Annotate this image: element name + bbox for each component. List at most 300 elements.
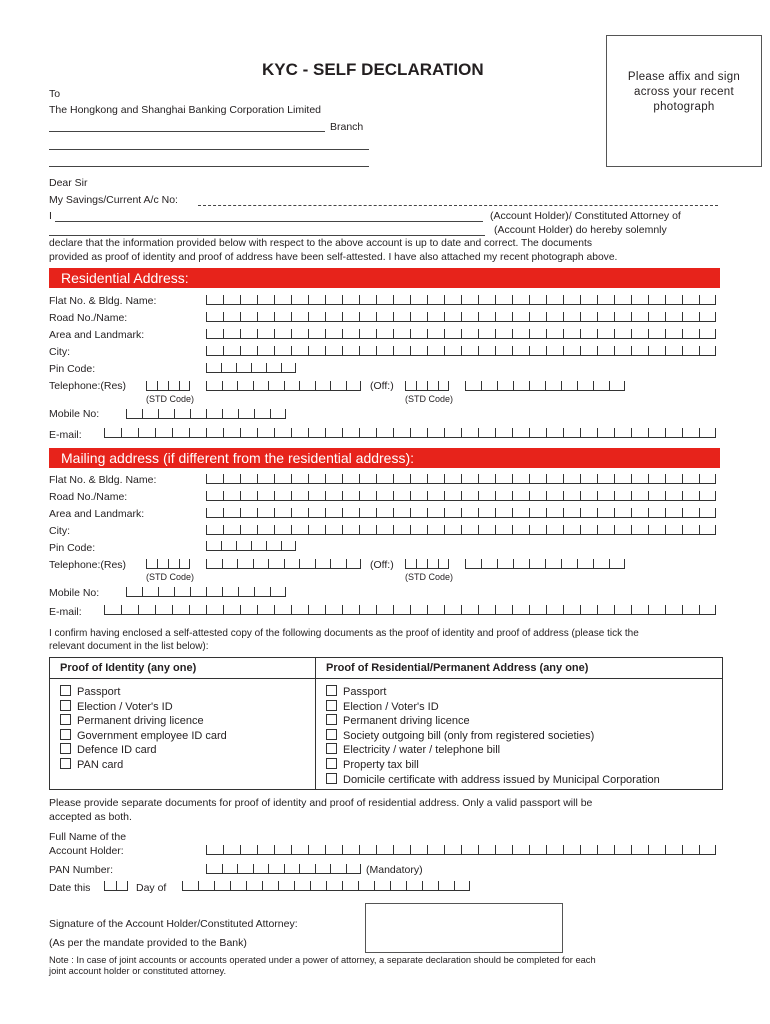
char-cell[interactable] (393, 312, 410, 322)
res-city-boxes[interactable] (206, 346, 716, 356)
char-cell[interactable] (495, 525, 512, 535)
char-cell[interactable] (561, 381, 577, 391)
char-cell[interactable] (478, 491, 495, 501)
char-cell[interactable] (665, 474, 682, 484)
char-cell[interactable] (390, 881, 406, 891)
char-cell[interactable] (529, 508, 546, 518)
char-cell[interactable] (631, 329, 648, 339)
declarant-name-field[interactable] (55, 221, 483, 222)
char-cell[interactable] (563, 474, 580, 484)
address-item[interactable] (326, 758, 660, 773)
char-cell[interactable] (454, 881, 470, 891)
char-cell[interactable] (308, 508, 325, 518)
char-cell[interactable] (358, 881, 374, 891)
char-cell[interactable] (478, 428, 495, 438)
char-cell[interactable] (495, 845, 512, 855)
char-cell[interactable] (444, 428, 461, 438)
char-cell[interactable] (427, 295, 444, 305)
char-cell[interactable] (405, 559, 416, 569)
char-cell[interactable] (631, 474, 648, 484)
char-cell[interactable] (315, 381, 331, 391)
char-cell[interactable] (221, 541, 236, 551)
char-cell[interactable] (465, 381, 481, 391)
char-cell[interactable] (478, 605, 495, 615)
char-cell[interactable] (206, 329, 223, 339)
char-cell[interactable] (461, 508, 478, 518)
res-off-boxes[interactable] (465, 381, 625, 391)
char-cell[interactable] (325, 474, 342, 484)
char-cell[interactable] (597, 508, 614, 518)
char-cell[interactable] (376, 525, 393, 535)
char-cell[interactable] (146, 381, 157, 391)
char-cell[interactable] (342, 881, 358, 891)
char-cell[interactable] (325, 491, 342, 501)
char-cell[interactable] (274, 508, 291, 518)
char-cell[interactable] (253, 864, 269, 874)
char-cell[interactable] (699, 508, 716, 518)
char-cell[interactable] (497, 559, 513, 569)
char-cell[interactable] (359, 312, 376, 322)
char-cell[interactable] (393, 474, 410, 484)
identity-item[interactable] (60, 729, 227, 744)
checkbox[interactable] (60, 685, 71, 696)
char-cell[interactable] (206, 541, 221, 551)
char-cell[interactable] (648, 508, 665, 518)
char-cell[interactable] (529, 381, 545, 391)
char-cell[interactable] (253, 381, 269, 391)
char-cell[interactable] (546, 295, 563, 305)
char-cell[interactable] (529, 428, 546, 438)
char-cell[interactable] (376, 508, 393, 518)
checkbox[interactable] (326, 773, 337, 784)
char-cell[interactable] (359, 329, 376, 339)
char-cell[interactable] (410, 491, 427, 501)
char-cell[interactable] (427, 428, 444, 438)
char-cell[interactable] (427, 474, 444, 484)
char-cell[interactable] (189, 428, 206, 438)
char-cell[interactable] (478, 346, 495, 356)
char-cell[interactable] (359, 845, 376, 855)
char-cell[interactable] (172, 605, 189, 615)
char-cell[interactable] (359, 605, 376, 615)
char-cell[interactable] (461, 491, 478, 501)
char-cell[interactable] (609, 381, 625, 391)
char-cell[interactable] (294, 881, 310, 891)
char-cell[interactable] (648, 845, 665, 855)
char-cell[interactable] (325, 428, 342, 438)
char-cell[interactable] (597, 605, 614, 615)
char-cell[interactable] (529, 491, 546, 501)
char-cell[interactable] (631, 428, 648, 438)
char-cell[interactable] (342, 295, 359, 305)
identity-item[interactable] (60, 685, 227, 700)
mail-mobile-boxes[interactable] (126, 587, 286, 597)
char-cell[interactable] (168, 559, 179, 569)
res-pin-boxes[interactable] (206, 363, 296, 373)
address-item[interactable] (326, 773, 660, 788)
char-cell[interactable] (376, 845, 393, 855)
res-tel-std-boxes[interactable] (146, 381, 190, 391)
char-cell[interactable] (325, 508, 342, 518)
char-cell[interactable] (406, 881, 422, 891)
char-cell[interactable] (427, 605, 444, 615)
char-cell[interactable] (597, 346, 614, 356)
char-cell[interactable] (299, 864, 315, 874)
char-cell[interactable] (495, 346, 512, 356)
char-cell[interactable] (614, 845, 631, 855)
char-cell[interactable] (444, 312, 461, 322)
char-cell[interactable] (206, 312, 223, 322)
char-cell[interactable] (274, 845, 291, 855)
char-cell[interactable] (580, 474, 597, 484)
char-cell[interactable] (376, 312, 393, 322)
char-cell[interactable] (308, 474, 325, 484)
char-cell[interactable] (179, 381, 190, 391)
char-cell[interactable] (138, 428, 155, 438)
char-cell[interactable] (206, 525, 223, 535)
char-cell[interactable] (223, 845, 240, 855)
char-cell[interactable] (614, 525, 631, 535)
char-cell[interactable] (240, 491, 257, 501)
char-cell[interactable] (665, 605, 682, 615)
char-cell[interactable] (478, 845, 495, 855)
char-cell[interactable] (580, 312, 597, 322)
char-cell[interactable] (274, 474, 291, 484)
char-cell[interactable] (478, 295, 495, 305)
char-cell[interactable] (699, 346, 716, 356)
char-cell[interactable] (268, 381, 284, 391)
address-item[interactable] (326, 729, 660, 744)
char-cell[interactable] (597, 474, 614, 484)
char-cell[interactable] (240, 295, 257, 305)
char-cell[interactable] (512, 295, 529, 305)
char-cell[interactable] (461, 845, 478, 855)
char-cell[interactable] (251, 541, 266, 551)
account-holder-field[interactable] (49, 235, 485, 236)
char-cell[interactable] (291, 428, 308, 438)
char-cell[interactable] (597, 491, 614, 501)
char-cell[interactable] (223, 312, 240, 322)
char-cell[interactable] (254, 587, 270, 597)
char-cell[interactable] (682, 295, 699, 305)
char-cell[interactable] (330, 864, 346, 874)
char-cell[interactable] (121, 428, 138, 438)
char-cell[interactable] (257, 312, 274, 322)
address-line-2[interactable] (49, 166, 369, 167)
address-item[interactable] (326, 700, 660, 715)
res-mobile-boxes[interactable] (126, 409, 286, 419)
char-cell[interactable] (299, 381, 315, 391)
char-cell[interactable] (512, 605, 529, 615)
char-cell[interactable] (444, 491, 461, 501)
char-cell[interactable] (529, 525, 546, 535)
char-cell[interactable] (138, 605, 155, 615)
char-cell[interactable] (270, 409, 286, 419)
char-cell[interactable] (393, 845, 410, 855)
char-cell[interactable] (682, 491, 699, 501)
char-cell[interactable] (206, 587, 222, 597)
char-cell[interactable] (315, 559, 331, 569)
char-cell[interactable] (465, 559, 481, 569)
char-cell[interactable] (230, 881, 246, 891)
char-cell[interactable] (346, 864, 362, 874)
checkbox[interactable] (60, 758, 71, 769)
char-cell[interactable] (563, 312, 580, 322)
char-cell[interactable] (126, 409, 142, 419)
char-cell[interactable] (206, 864, 222, 874)
char-cell[interactable] (240, 525, 257, 535)
char-cell[interactable] (376, 491, 393, 501)
char-cell[interactable] (648, 428, 665, 438)
char-cell[interactable] (376, 474, 393, 484)
char-cell[interactable] (315, 864, 331, 874)
char-cell[interactable] (529, 605, 546, 615)
char-cell[interactable] (342, 491, 359, 501)
char-cell[interactable] (257, 474, 274, 484)
address-line-1[interactable] (49, 149, 369, 150)
char-cell[interactable] (444, 346, 461, 356)
char-cell[interactable] (342, 508, 359, 518)
char-cell[interactable] (699, 845, 716, 855)
char-cell[interactable] (257, 525, 274, 535)
char-cell[interactable] (376, 428, 393, 438)
char-cell[interactable] (342, 346, 359, 356)
char-cell[interactable] (278, 881, 294, 891)
char-cell[interactable] (682, 605, 699, 615)
char-cell[interactable] (274, 295, 291, 305)
char-cell[interactable] (461, 525, 478, 535)
checkbox[interactable] (326, 714, 337, 725)
char-cell[interactable] (427, 381, 438, 391)
char-cell[interactable] (308, 346, 325, 356)
signature-box[interactable] (365, 903, 563, 953)
char-cell[interactable] (393, 295, 410, 305)
char-cell[interactable] (563, 845, 580, 855)
char-cell[interactable] (529, 346, 546, 356)
mail-off-boxes[interactable] (465, 559, 625, 569)
identity-item[interactable] (60, 714, 227, 729)
char-cell[interactable] (190, 409, 206, 419)
char-cell[interactable] (410, 329, 427, 339)
char-cell[interactable] (325, 525, 342, 535)
char-cell[interactable] (359, 491, 376, 501)
char-cell[interactable] (281, 541, 296, 551)
char-cell[interactable] (427, 525, 444, 535)
char-cell[interactable] (253, 559, 269, 569)
char-cell[interactable] (182, 881, 198, 891)
char-cell[interactable] (240, 312, 257, 322)
char-cell[interactable] (240, 508, 257, 518)
char-cell[interactable] (597, 525, 614, 535)
char-cell[interactable] (274, 329, 291, 339)
char-cell[interactable] (461, 312, 478, 322)
char-cell[interactable] (648, 346, 665, 356)
char-cell[interactable] (257, 295, 274, 305)
char-cell[interactable] (597, 295, 614, 305)
char-cell[interactable] (580, 346, 597, 356)
char-cell[interactable] (238, 587, 254, 597)
char-cell[interactable] (240, 845, 257, 855)
char-cell[interactable] (157, 381, 168, 391)
char-cell[interactable] (563, 295, 580, 305)
char-cell[interactable] (308, 605, 325, 615)
char-cell[interactable] (512, 491, 529, 501)
char-cell[interactable] (631, 845, 648, 855)
char-cell[interactable] (614, 346, 631, 356)
char-cell[interactable] (266, 363, 281, 373)
char-cell[interactable] (223, 428, 240, 438)
char-cell[interactable] (251, 363, 266, 373)
char-cell[interactable] (281, 363, 296, 373)
char-cell[interactable] (237, 559, 253, 569)
char-cell[interactable] (257, 605, 274, 615)
char-cell[interactable] (665, 346, 682, 356)
char-cell[interactable] (648, 525, 665, 535)
char-cell[interactable] (262, 881, 278, 891)
char-cell[interactable] (682, 845, 699, 855)
day-boxes[interactable] (104, 881, 128, 891)
char-cell[interactable] (699, 312, 716, 322)
char-cell[interactable] (545, 381, 561, 391)
char-cell[interactable] (609, 559, 625, 569)
char-cell[interactable] (291, 605, 308, 615)
char-cell[interactable] (240, 329, 257, 339)
char-cell[interactable] (597, 329, 614, 339)
char-cell[interactable] (325, 329, 342, 339)
mail-email-boxes[interactable] (104, 605, 716, 615)
char-cell[interactable] (236, 363, 251, 373)
char-cell[interactable] (157, 559, 168, 569)
char-cell[interactable] (223, 329, 240, 339)
char-cell[interactable] (631, 605, 648, 615)
char-cell[interactable] (274, 346, 291, 356)
char-cell[interactable] (222, 381, 238, 391)
char-cell[interactable] (222, 864, 238, 874)
char-cell[interactable] (291, 312, 308, 322)
char-cell[interactable] (174, 409, 190, 419)
char-cell[interactable] (325, 295, 342, 305)
char-cell[interactable] (461, 605, 478, 615)
char-cell[interactable] (237, 381, 253, 391)
char-cell[interactable] (240, 605, 257, 615)
char-cell[interactable] (393, 428, 410, 438)
char-cell[interactable] (495, 329, 512, 339)
res-flat-boxes[interactable] (206, 295, 716, 305)
char-cell[interactable] (682, 346, 699, 356)
char-cell[interactable] (648, 312, 665, 322)
char-cell[interactable] (346, 381, 362, 391)
checkbox[interactable] (60, 729, 71, 740)
char-cell[interactable] (222, 559, 238, 569)
char-cell[interactable] (495, 474, 512, 484)
char-cell[interactable] (614, 329, 631, 339)
char-cell[interactable] (121, 605, 138, 615)
checkbox[interactable] (326, 700, 337, 711)
char-cell[interactable] (580, 329, 597, 339)
checkbox[interactable] (60, 714, 71, 725)
char-cell[interactable] (444, 329, 461, 339)
pan-boxes[interactable] (206, 864, 361, 874)
char-cell[interactable] (410, 525, 427, 535)
char-cell[interactable] (257, 845, 274, 855)
char-cell[interactable] (563, 329, 580, 339)
char-cell[interactable] (563, 346, 580, 356)
char-cell[interactable] (427, 559, 438, 569)
char-cell[interactable] (648, 295, 665, 305)
checkbox[interactable] (60, 700, 71, 711)
char-cell[interactable] (416, 381, 427, 391)
char-cell[interactable] (198, 881, 214, 891)
char-cell[interactable] (206, 295, 223, 305)
char-cell[interactable] (393, 508, 410, 518)
char-cell[interactable] (546, 525, 563, 535)
mail-city-boxes[interactable] (206, 525, 716, 535)
branch-field[interactable] (49, 131, 325, 132)
char-cell[interactable] (699, 474, 716, 484)
char-cell[interactable] (223, 491, 240, 501)
char-cell[interactable] (308, 845, 325, 855)
char-cell[interactable] (563, 605, 580, 615)
char-cell[interactable] (359, 525, 376, 535)
char-cell[interactable] (481, 381, 497, 391)
char-cell[interactable] (410, 312, 427, 322)
char-cell[interactable] (126, 587, 142, 597)
char-cell[interactable] (478, 508, 495, 518)
char-cell[interactable] (410, 346, 427, 356)
char-cell[interactable] (206, 363, 221, 373)
char-cell[interactable] (614, 474, 631, 484)
char-cell[interactable] (308, 491, 325, 501)
char-cell[interactable] (593, 559, 609, 569)
char-cell[interactable] (104, 605, 121, 615)
res-tel-res-boxes[interactable] (206, 381, 361, 391)
char-cell[interactable] (326, 881, 342, 891)
char-cell[interactable] (179, 559, 190, 569)
char-cell[interactable] (359, 508, 376, 518)
char-cell[interactable] (631, 346, 648, 356)
char-cell[interactable] (299, 559, 315, 569)
char-cell[interactable] (223, 525, 240, 535)
checkbox[interactable] (326, 758, 337, 769)
char-cell[interactable] (274, 428, 291, 438)
char-cell[interactable] (614, 491, 631, 501)
char-cell[interactable] (342, 312, 359, 322)
mail-off-std-boxes[interactable] (405, 559, 449, 569)
char-cell[interactable] (330, 381, 346, 391)
char-cell[interactable] (257, 428, 274, 438)
char-cell[interactable] (308, 329, 325, 339)
char-cell[interactable] (665, 508, 682, 518)
res-off-std-boxes[interactable] (405, 381, 449, 391)
char-cell[interactable] (478, 525, 495, 535)
char-cell[interactable] (268, 864, 284, 874)
char-cell[interactable] (393, 491, 410, 501)
checkbox[interactable] (326, 743, 337, 754)
char-cell[interactable] (158, 587, 174, 597)
char-cell[interactable] (614, 428, 631, 438)
char-cell[interactable] (342, 329, 359, 339)
char-cell[interactable] (206, 559, 222, 569)
char-cell[interactable] (174, 587, 190, 597)
char-cell[interactable] (512, 525, 529, 535)
char-cell[interactable] (593, 381, 609, 391)
char-cell[interactable] (631, 491, 648, 501)
char-cell[interactable] (206, 346, 223, 356)
identity-item[interactable] (60, 700, 227, 715)
char-cell[interactable] (631, 525, 648, 535)
char-cell[interactable] (325, 845, 342, 855)
char-cell[interactable] (648, 474, 665, 484)
